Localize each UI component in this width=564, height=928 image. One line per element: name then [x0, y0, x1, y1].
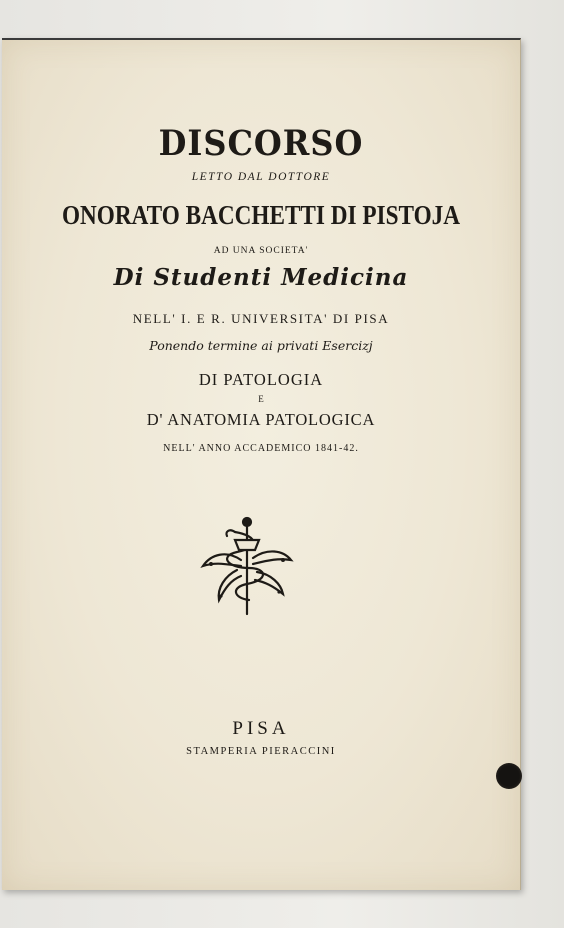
document-title: DISCORSO [158, 122, 364, 164]
university-line: NELL' I. E R. UNIVERSITA' DI PISA [132, 311, 390, 326]
subject-pathological-anatomy: D' ANATOMIA PATOLOGICA [146, 410, 376, 429]
publication-city: PISA [232, 718, 290, 739]
conjunction: E [258, 394, 264, 404]
author-name: ONORATO BACCHETTI DI PISTOJA [61, 200, 461, 230]
to-society-line: AD UNA SOCIETA' [213, 246, 309, 256]
society-name: Di Studenti Medicina [113, 264, 409, 291]
read-by-line: LETTO DAL DOTTORE [191, 171, 331, 183]
paper-hole [496, 763, 522, 789]
title-page [2, 38, 521, 890]
occasion-line: Ponendo termine ai privati Esercizj [149, 338, 373, 353]
printer-name: STAMPERIA PIERACCINI [186, 746, 336, 757]
subject-pathology: DI PATOLOGIA [198, 370, 324, 389]
caduceus-serpent-icon [197, 510, 297, 620]
academic-year-line: NELL' ANNO ACCADEMICO 1841-42. [163, 443, 359, 454]
